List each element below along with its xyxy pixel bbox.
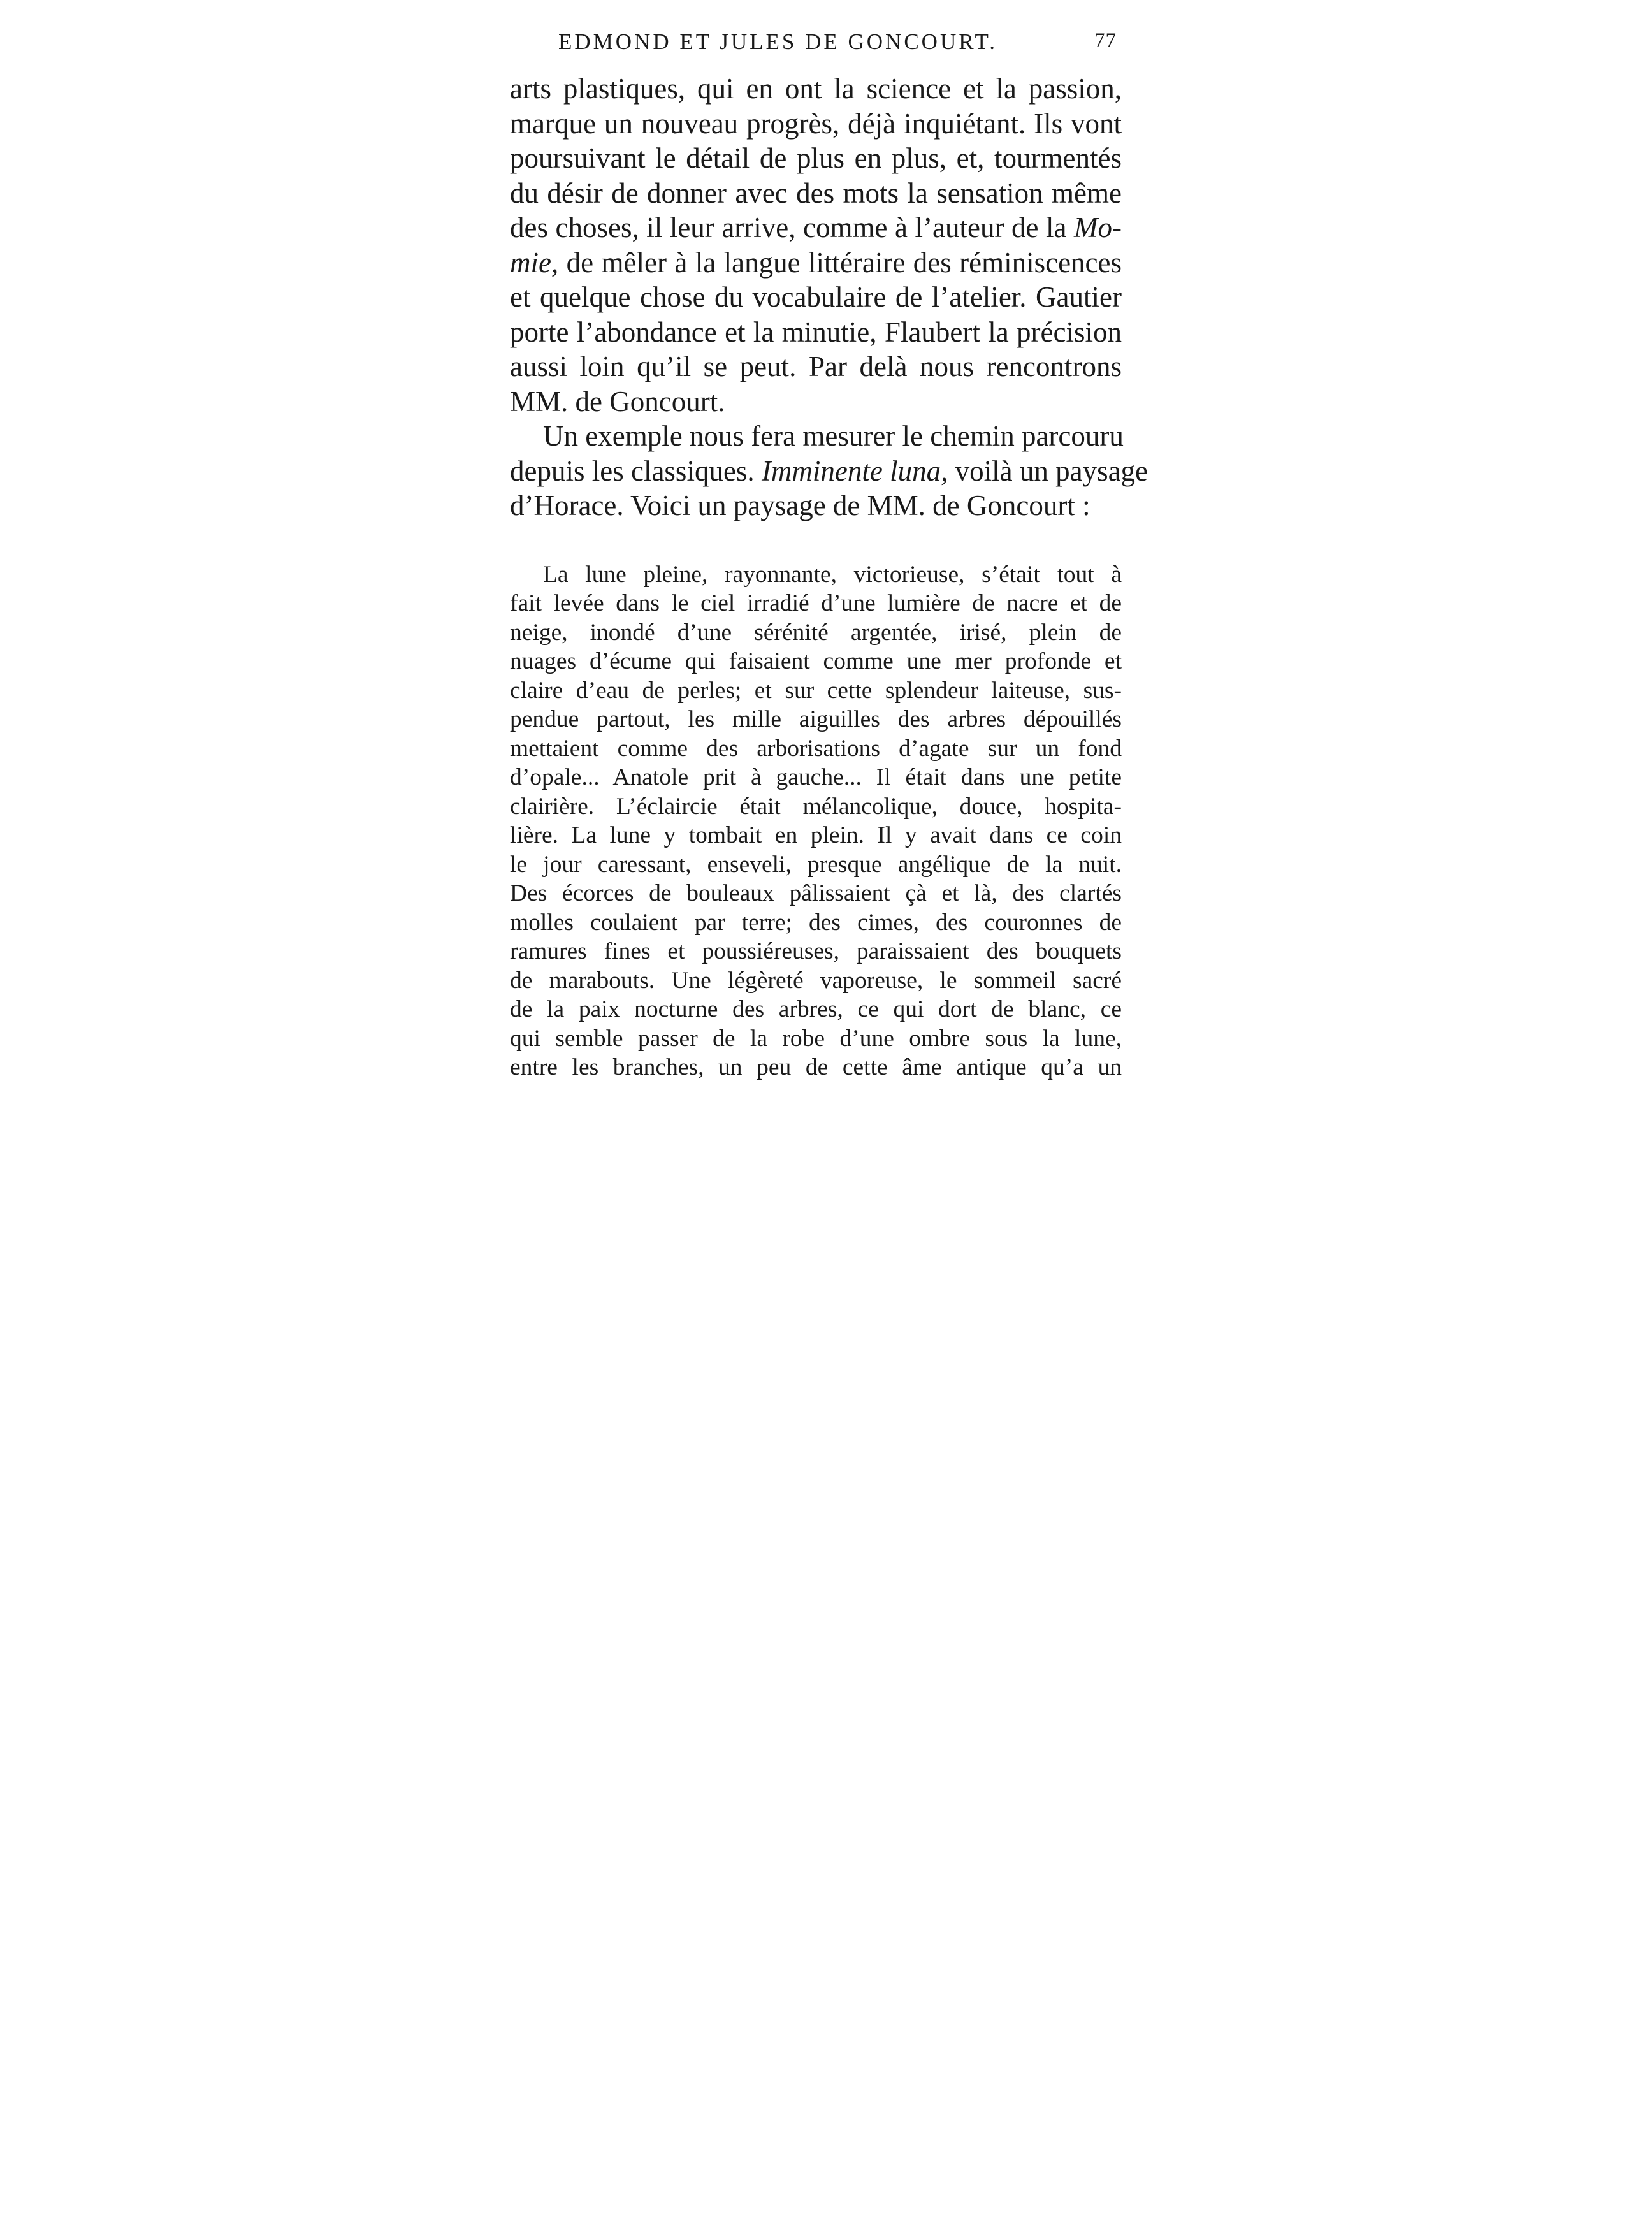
page-header	[510, 29, 1122, 68]
text-line	[510, 245, 1122, 280]
quote-line: mettaient comme des arborisations d’agate sur un fond	[510, 735, 1122, 762]
block-quote	[510, 560, 1122, 1082]
quote-line: d’opale... Anatole prit à gauche... Il était dans une petite	[510, 764, 1122, 790]
text-line: arts plastiques, qui en ont la science et la passion,	[510, 73, 1122, 105]
text-line: poursuivant le détail de plus en plus, et, tourmentés	[510, 142, 1122, 174]
italic-quote: Imminente luna,	[761, 454, 948, 487]
text-segment: voilà un paysage	[955, 454, 1148, 487]
main-text	[510, 71, 1148, 1082]
text-segment: de mêler à la langue littéraire des réminiscences	[566, 246, 1122, 279]
page-number: 77	[1094, 29, 1117, 52]
text-line: du désir de donner avec des mots la sensation même	[510, 177, 1122, 209]
text-line: aussi loin qu’il se peut. Par delà nous rencontrons	[510, 351, 1122, 382]
quote-line: de marabouts. Une légèreté vaporeuse, le sommeil sacré	[510, 967, 1122, 994]
italic-title: mie,	[510, 246, 559, 279]
text-line: Un exemple nous fera mesurer le chemin parcouru	[543, 420, 1124, 452]
italic-title: Mo-	[1074, 212, 1122, 243]
quote-line: claire d’eau de perles; et sur cette splendeur laiteuse, sus-	[510, 677, 1122, 704]
text-line: marque un nouveau progrès, déjà inquiétant. Ils vont	[510, 107, 1122, 140]
quote-line: La lune pleine, rayonnante, victorieuse, s’était tout à	[543, 561, 1122, 588]
running-head: EDMOND ET JULES DE GONCOURT.	[558, 29, 998, 54]
paragraph-1	[510, 71, 1122, 419]
paragraph-2	[510, 419, 1148, 523]
quote-line: lière. La lune y tombait en plein. Il y avait dans ce coin	[510, 822, 1122, 848]
quote-line: fait levée dans le ciel irradié d’une lumière de nacre et de	[510, 590, 1122, 616]
quote-line: clairière. L’éclaircie était mélancolique, douce, hospita-	[510, 793, 1122, 820]
text-segment: des choses, il leur arrive, comme à l’auteur de la	[510, 212, 1067, 243]
quote-line: entre les branches, un peu de cette âme antique qu’a un	[510, 1054, 1122, 1080]
text-line: et quelque chose du vocabulaire de l’atelier. Gautier	[510, 281, 1122, 313]
quote-line: molles coulaient par terre; des cimes, des couronnes de	[510, 909, 1122, 936]
quote-line: de la paix nocturne des arbres, ce qui dort de blanc, ce	[510, 996, 1122, 1022]
quote-line: nuages d’écume qui faisaient comme une mer profonde et	[510, 648, 1122, 674]
text-line: porte l’abondance et la minutie, Flaubert la précision	[510, 316, 1122, 348]
spacer	[510, 523, 1122, 560]
quote-line: ramures fines et poussiéreuses, paraissaient des bouquets	[510, 938, 1122, 964]
text-line: d’Horace. Voici un paysage de MM. de Goncourt :	[510, 490, 1090, 521]
text-segment: depuis les classiques.	[510, 454, 755, 487]
quote-line: le jour caressant, enseveli, presque angélique de la nuit.	[510, 851, 1122, 878]
text-line	[510, 210, 1122, 245]
text-line	[510, 454, 1148, 489]
quote-line: Des écorces de bouleaux pâlissaient çà et là, des clartés	[510, 880, 1122, 906]
quote-line: pendue partout, les mille aiguilles des arbres dépouillés	[510, 706, 1122, 732]
text-line: MM. de Goncourt.	[510, 385, 725, 417]
quote-line: neige, inondé d’une sérénité argentée, irisé, plein de	[510, 619, 1122, 646]
quote-line: qui semble passer de la robe d’une ombre sous la lune,	[510, 1025, 1122, 1052]
